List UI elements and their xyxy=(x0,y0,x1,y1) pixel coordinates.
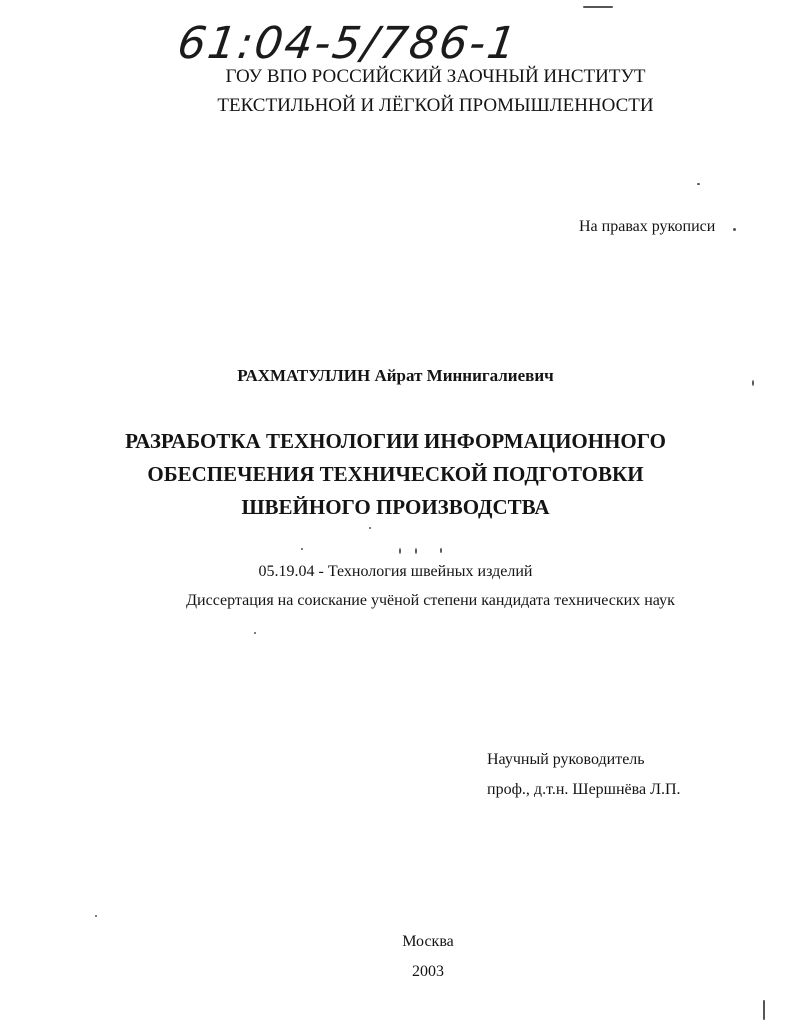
supervisor-label: Научный руководитель xyxy=(487,751,645,768)
scan-speck xyxy=(415,548,417,554)
title-line-2: ОБЕСПЕЧЕНИЯ ТЕХНИЧЕСКОЙ ПОДГОТОВКИ xyxy=(147,462,644,486)
supervisor-block xyxy=(487,745,681,805)
scan-speck xyxy=(440,548,442,553)
scan-speck xyxy=(752,380,754,386)
scan-speck xyxy=(583,6,613,8)
author-name xyxy=(0,366,791,386)
year: 2003 xyxy=(412,963,444,980)
institution-line-1: ГОУ ВПО РОССИЙСКИЙ ЗАОЧНЫЙ ИНСТИТУТ xyxy=(225,66,646,87)
dissertation-title xyxy=(0,425,791,524)
scan-speck xyxy=(697,183,700,185)
scan-speck xyxy=(254,632,256,634)
author-surname: РАХМАТУЛЛИН xyxy=(237,366,371,385)
author-given-names: Айрат Миннигалиевич xyxy=(374,366,554,385)
manuscript-rights-note: На правах рукописи xyxy=(579,218,716,235)
scan-speck xyxy=(399,548,401,554)
city: Москва xyxy=(402,933,454,950)
supervisor-name: проф., д.т.н. Шершнёва Л.П. xyxy=(487,781,681,798)
institution-line-2: ТЕКСТИЛЬНОЙ И ЛЁГКОЙ ПРОМЫШЛЕННОСТИ xyxy=(217,95,654,116)
scan-speck xyxy=(733,228,736,231)
specialty-code: 05.19.04 - Технология швейных изделий xyxy=(258,563,533,580)
degree-statement: Диссертация на соискание учёной степени кандидата технических наук xyxy=(186,592,675,609)
title-line-1: РАЗРАБОТКА ТЕХНОЛОГИИ ИНФОРМАЦИОННОГО xyxy=(125,429,666,453)
title-line-3: ШВЕЙНОГО ПРОИЗВОДСТВА xyxy=(241,495,550,519)
archive-mark-handwritten: 61:04-5/786-1 xyxy=(174,18,521,69)
scan-speck xyxy=(301,548,303,550)
place-and-year xyxy=(0,927,791,987)
scan-speck xyxy=(95,915,97,917)
scan-speck xyxy=(763,1000,765,1020)
scan-speck xyxy=(369,527,371,529)
